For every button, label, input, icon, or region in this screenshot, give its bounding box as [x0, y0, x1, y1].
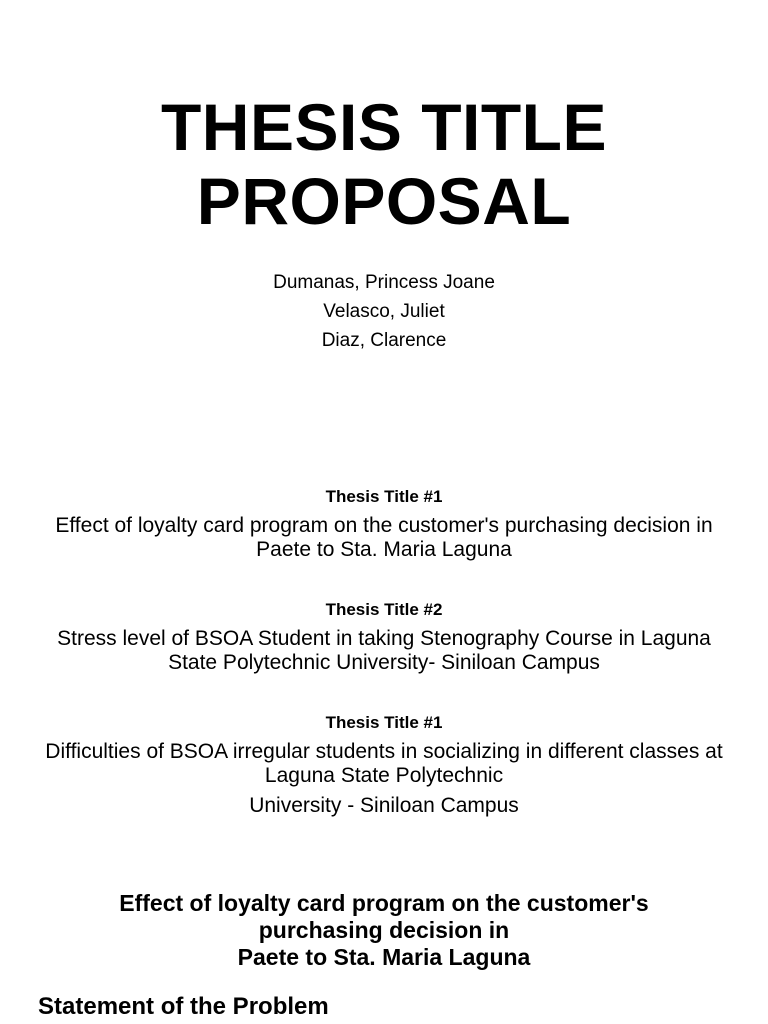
selected-title-line: Effect of loyalty card program on the customer's	[119, 890, 649, 916]
selected-title-line: purchasing decision in	[258, 917, 510, 943]
selected-title-line: Paete to Sta. Maria Laguna	[237, 944, 531, 970]
title-line-1: THESIS TITLE	[160, 90, 608, 164]
author-name: Diaz, Clarence	[321, 330, 447, 351]
selected-thesis-title	[40, 890, 728, 971]
thesis-text: Stress level of BSOA Student in taking Stenography Course in Laguna State Polytechnic University- Siniloan Campus	[57, 627, 711, 674]
thesis-text: Effect of loyalty card program on the customer's purchasing decision in Paete to Sta. Maria Laguna	[55, 514, 713, 561]
thesis-label: Thesis Title #2	[325, 600, 443, 619]
title-line-2: PROPOSAL	[196, 164, 572, 238]
thesis-title-2	[40, 599, 728, 675]
thesis-label: Thesis Title #1	[325, 487, 443, 506]
thesis-title-1	[40, 486, 728, 562]
author-list	[0, 268, 768, 355]
author-name: Velasco, Juliet	[323, 301, 445, 322]
author-name: Dumanas, Princess Joane	[273, 272, 495, 293]
page-title	[0, 90, 768, 238]
thesis-title-3	[40, 712, 728, 818]
thesis-text: Difficulties of BSOA irregular students in socializing in different classes at Laguna State Polytechnic	[45, 740, 723, 787]
thesis-label: Thesis Title #1	[325, 713, 443, 732]
thesis-text-continued: University - Siniloan Campus	[249, 794, 519, 817]
statement-of-problem-heading: Statement of the Problem	[38, 993, 329, 1020]
